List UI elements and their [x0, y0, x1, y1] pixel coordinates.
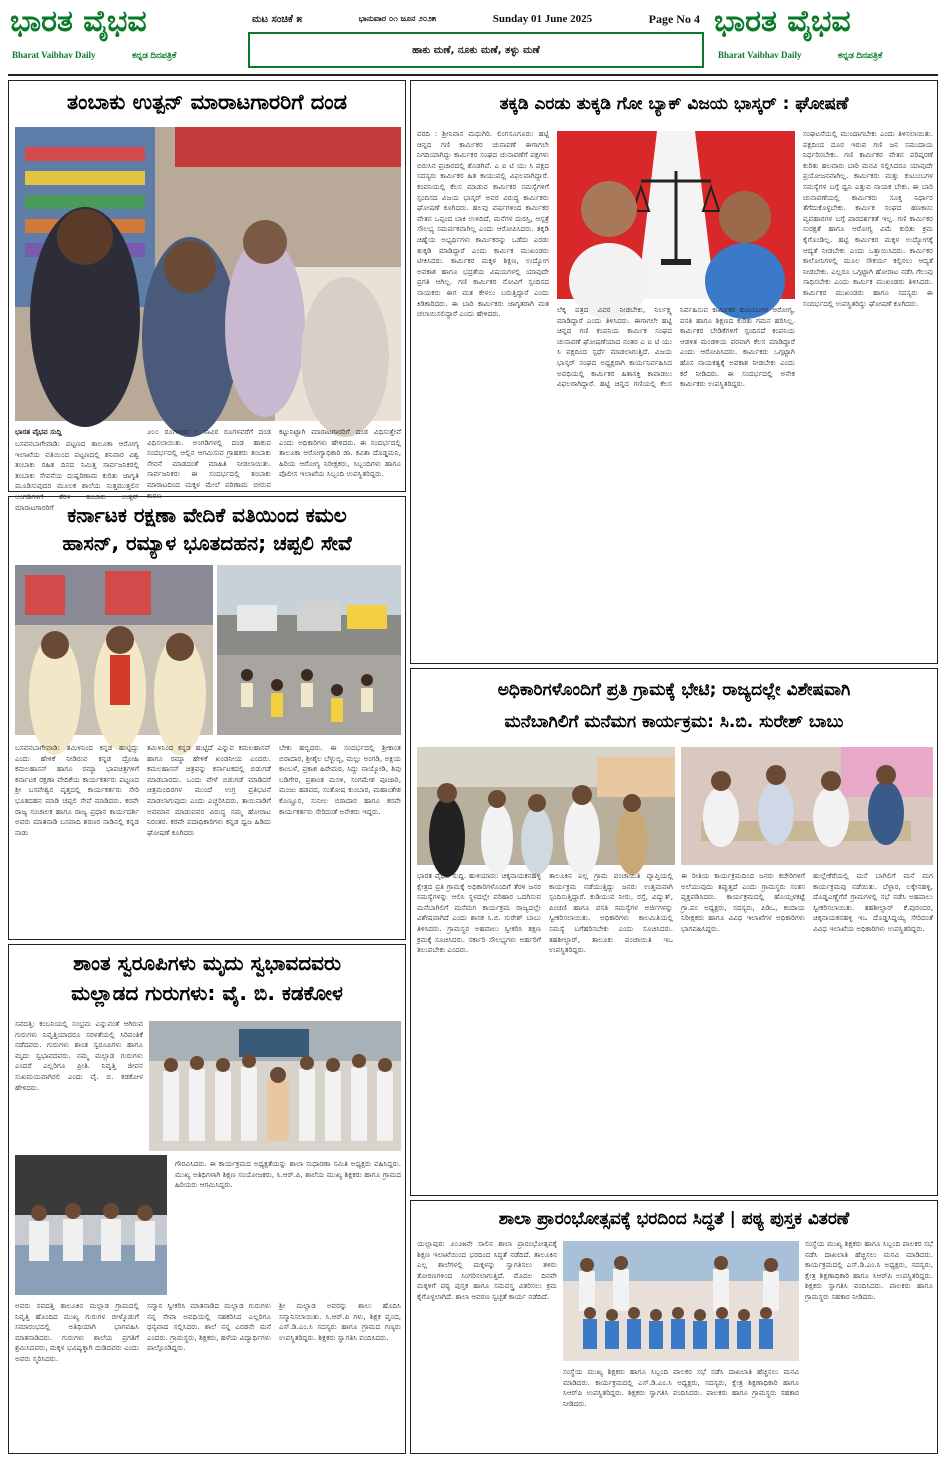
issue-bar	[248, 8, 704, 30]
suresh-col-2: ತಾಲೂಕಿನ ಎಲ್ಲ ಗ್ರಾಮ ಪಂಚಾಯಿತಿ ವ್ಯಾಪ್ತಿಯಲ್ಲಿ ಕಾರ್ಯಕ್ರಮ ನಡೆಯುತ್ತಿದ್ದು ಜನರು ಉತ್ತಮವಾಗಿ ಸ್ಪಂದಿಸುತ್ತಿದ್ದಾರೆ. ಕುಡಿಯುವ ನೀರು, ರಸ್ತೆ, ವಿದ್ಯುತ್, ಪಿಂಚಣಿ ಹಾಗೂ ವಸತಿ ಸಮಸ್ಯೆಗಳ ಅರ್ಜಿಗಳನ್ನು ಸ್ವೀಕರಿಸಲಾಯಿತು. ಅಧಿಕಾರಿಗಳು ಕಾಲಮಿತಿಯಲ್ಲಿ ಸಮಸ್ಯೆ ಬಗೆಹರಿಸಬೇಕು ಎಂದು ಸೂಚಿಸಿದರು. ತಹಶೀಲ್ದಾರ್, ತಾಲೂಕು ಪಂಚಾಯಿತಿ ಇಒ ಉಪಸ್ಥಿತರಿದ್ದರು.	[549, 871, 673, 955]
headline-suresh-1: ಅಧಿಕಾರಿಗಳೊಂದಿಗೆ ಪ್ರತಿ ಗ್ರಾಮಕ್ಕೆ ಭೇಟಿ; ರಾಜ್ಯದಲ್ಲೇ ವಿಶೇಷವಾಗಿ	[497, 680, 851, 700]
tobacco-col-2: ೨೦೦ ರೂಗಳಿಂದ ೧ ಸಾವಿರ ರೂಗಳವರೆಗೆ ದಂಡ ವಿಧಿಸಲಾಯಿತು. ಅಂಗಡಿಗಳಲ್ಲಿ ದಂಡ ಹಾಕುವ ಸಂದರ್ಭದಲ್ಲಿ ಆಲ್ಲಿನ ಆಗಮಿಸುವ ಗ್ರಾಹಕರು ತಂಬಾಕು ಸೇವನೆ ಮಾಡದಂತೆ ಮಾಹಿತಿ ನೀಡಲಾಯಿತು. ಸಾರ್ವಜನಿಕರು ಈ ಸಂದರ್ಭದಲ್ಲಿ ತಂಬಾಕು ಮಾರಾಟದಿಂದ ಮಕ್ಕಳ ಮೇಲೆ ಪರಿಣಾಮ ಬೀರುವ ಕಾರಣ	[147, 427, 271, 500]
headline-gurugalu-2: ಮಲ್ಲಾಡದ ಗುರುಗಳು: ವೈ. ಬಿ. ಕಡಕೋಳ	[71, 981, 343, 1005]
vedike-col-1: ಬಸವನಬಾಗೇವಾಡಿ: ತಮಿಳಿನಿಂದ ಕನ್ನಡ ಹುಟ್ಟಿದ್ದು ಎಂದು ಹೇಳಿಕೆ ನೀಡಿರುವ ಕನ್ನಡ ದ್ರೋಹಿ ಕಮಲಹಾಸನ್ ಹಾಗೂ ರಮ್ಯಾ ಭಾವಚಿತ್ರಗಳಿಗೆ ಕರ್ನಾಟಕ ರಕ್ಷಣಾ ವೇದಿಕೆಯ ಕಾರ್ಯಕರ್ತರು ಪಟ್ಟಣದ ಶ್ರೀ ಬಸವೇಶ್ವರ ವೃತ್ತದಲ್ಲಿ ಕಾರ್ಯಕರ್ತರು ಸೇರಿ ಭೂತದಹನ ಮಾಡಿ ಚಪ್ಪಲಿ ಸೇವೆ ಮಾಡಿದರು. ಕರವೇ ರಾಜ್ಯ ಸಂಚಾಲಕ ಹಾಗೂ ರಾಜ್ಯ ಪ್ರಧಾನ ಕಾರ್ಯದರ್ಶಿ ಅವರು ಮಾತನಾಡಿ ಬಸವಾದಿ ಶರಣರ ನಾಡಿನಲ್ಲಿ ಕನ್ನಡ ನಾಡು	[15, 743, 139, 837]
vedike-col-3: ಬೇಕು ಹಬ್ಬಿದರು. ಈ ಸಂದರ್ಭದಲ್ಲಿ ಶ್ರೀಕಾಂತ ಬಿರಾದಾರ, ಶ್ರೀಶೈಲ ಬೆಳ್ಳುಬ್ಬಿ, ಮಲ್ಲು ಅಂಗಡಿ, ಅಕ್ಷಯ ಕಾಂಬಳೆ, ಪ್ರಕಾಶ ಹಿರೇಮಠ, ಸಿದ್ದು ನಾಯ್ಕೋಡಿ, ಶಿವು ಬಡಿಗೇರ, ಪ್ರಶಾಂತ ಮಸಳಿ, ಸಂಗಮೇಶ ಪೂಜಾರಿ, ಮಂಜು ಹಡಪದ, ಸಂತೋಷ ಕುಂಬಾರ, ಮಹಾಂತೇಶ ಕೊಣ್ಣೂರ, ಸುನೀಲ ಬಿರಾದಾರ ಹಾಗೂ ಕರವೇ ಕಾರ್ಯಕರ್ತರು ಸೇರಿದಂತೆ ಅನೇಕರು ಇದ್ದರು.	[279, 743, 401, 816]
headline-suresh-2: ಮನೆಬಾಗಿಲಿಗೆ ಮನೆಮಗ ಕಾರ್ಯಕ್ರಮ: ಸಿ.ಬಿ. ಸುರೇಶ್ ಬಾಬು	[504, 712, 844, 732]
photo-school-textbooks	[563, 1241, 799, 1361]
photo-takkadi-illustration	[557, 131, 795, 299]
masthead-title-right: ಭಾರತ ವೈಭವ	[714, 4, 851, 39]
headline-vedike-1: ಕರ್ನಾಟಕ ರಕ್ಷಣಾ ವೇದಿಕೆ ವತಿಯಿಂದ ಕಮಲ	[67, 503, 347, 527]
tobacco-col-3: ಕಟ್ಟುನಿಟ್ಟಾಗಿ ಮಾರಾಟಗಾರರಿಗೆ ದಂಡ ವಿಧಿಸುತ್ತೇವೆ ಎಂದು ಅಧಿಕಾರಿಗಳು ಹೇಳಿದರು. ಈ ಸಂದರ್ಭದಲ್ಲಿ ತಾಲೂಕಾ ಆರೋಗ್ಯಾಧಿಕಾರಿ ಡಾ. ಕವಿತಾ ದೊಡ್ಡಮನಿ, ಹಿರಿಯ ಆರೋಗ್ಯ ನಿರೀಕ್ಷಕರು, ಸಿಬ್ಬಂದಿಗಳು ಹಾಗೂ ಪೊಲೀಸ ಇಲಾಖೆಯ ಸಿಬ್ಬಂದಿ ಉಪಸ್ಥಿತರಿದ್ದರು.	[279, 427, 401, 479]
vedike-col-2: ತಮಿಳಿನಿಂದ ಕನ್ನಡ ಹುಟ್ಟಿದೆ ಎನ್ನುವ ಕಮಲಹಾಸನ್ ಹಾಗೂ ರಮ್ಯಾ ಹೇಳಿಕೆ ಖಂಡನೀಯ ಎಂದರು. ಕಮಲಹಾಸನ್ ಚಿತ್ರವನ್ನು ಕರ್ನಾಟಕದಲ್ಲಿ ಬಿಡುಗಡೆ ಮಾಡಬಾರದು. ಒಂದು ವೇಳೆ ಬಿಡುಗಡೆ ಮಾಡಿದರೆ ಚಿತ್ರಮಂದಿರಗಳ ಮುಂದೆ ಉಗ್ರ ಪ್ರತಿಭಟನೆ ಮಾಡಲಾಗುವುದು ಎಂದು ಎಚ್ಚರಿಸಿದರು. ತಾಯಿನಾಡಿಗೆ ಅವಮಾನ ಮಾಡುವವರ ವಿರುದ್ಧ ನಮ್ಮ ಹೋರಾಟ ನಿರಂತರ. ಕರವೇ ಪದಾಧಿಕಾರಿಗಳು ಕನ್ನಡ ಧ್ವಜ ಹಿಡಿದು ಘೋಷಣೆ ಕೂಗಿದರು	[147, 743, 271, 837]
photo-tobacco-raid	[15, 127, 401, 421]
masthead-left	[8, 4, 240, 70]
takkadi-col-3: ಸಂಘಟನೆಯಲ್ಲಿ ಮುಂದಾಗಬೇಕು ಎಂದು ತಿಳಿಸಲಾಯಿತು. ಪಕ್ಷದಿಂದ ದೂರ ಇರುವ ಗಣಿ ಜನ ಸಮುದಾಯ ನಿರ್ಧರಿಸಬೇಕು. ಗಣಿ ಕಾರ್ಮಿಕರ ವೇತನ ಪರಿಷ್ಕರಣೆ ಕುರಿತು ಹಲವಾರು ಬಾರಿ ಮನವಿ ಸಲ್ಲಿಸಿದರೂ ಯಾವುದೇ ಪ್ರಯೋಜನವಾಗಿಲ್ಲ. ಕಾರ್ಮಿಕರು ಮತ್ತು ಕುಟುಂಬಗಳ ಸಮಸ್ಯೆಗಳ ಬಗ್ಗೆ ಧ್ವನಿ ಎತ್ತುವ ನಾಯಕ ಬೇಕು. ಈ ಬಾರಿ ಚುನಾವಣೆಯಲ್ಲಿ ಕಾರ್ಮಿಕರು ಸೂಕ್ತ ನಿರ್ಧಾರ ತೆಗೆದುಕೊಳ್ಳಬೇಕು. ಕಾರ್ಮಿಕ ಸಂಘದ ಹಣಕಾಸು ವ್ಯವಹಾರಗಳ ಬಗ್ಗೆ ಪಾರದರ್ಶಕತೆ ಇಲ್ಲ. ಗಣಿ ಕಾರ್ಮಿಕರ ಸುರಕ್ಷತೆ ಹಾಗೂ ಆರೋಗ್ಯ ವಿಮೆ ಕುರಿತು ಕ್ರಮ ಕೈಗೊಂಡಿಲ್ಲ. ಹಟ್ಟಿ ಕಾರ್ಮಿಕರ ಮಕ್ಕಳ ಉದ್ಯೋಗಕ್ಕೆ ಆದ್ಯತೆ ನೀಡಬೇಕು ಎಂದು ಒತ್ತಾಯಿಸಿದರು. ಕಾರ್ಮಿಕರ ಕಾಲೋನಿಗಳಲ್ಲಿ ಮೂಲ ಸೌಕರ್ಯ ಕಲ್ಪಿಸಲು ಆದ್ಯತೆ ನೀಡಬೇಕು. ಎಲ್ಲರೂ ಒಗ್ಗಟ್ಟಾಗಿ ಹೋರಾಟ ನಡೆಸಿ ಗೆಲುವು ಸಾಧಿಸಬೇಕು ಎಂದು ಕಾರ್ಮಿಕ ಮುಖಂಡರು ತಿಳಿಸಿದರು. ಕಾರ್ಮಿಕರ ಮುಖಂಡರು ಹಾಗೂ ಸದಸ್ಯರು ಈ ಸಂದರ್ಭದಲ್ಲಿ ಉಪಸ್ಥಿತರಿದ್ದು ಘೋಷಣೆ ಕೂಗಿದರು.	[803, 129, 933, 308]
photo-gurugalu-illustration-2	[15, 1155, 167, 1295]
dateline-tobacco: ಭಾರತ ವೈಭವ ಸುದ್ದಿ	[15, 427, 62, 436]
masthead-sub-en: Bharat Vaibhav Daily	[12, 50, 96, 60]
suresh-col-1: ಭಾರತ ವೈಭವ ಸುದ್ದಿ. ಹುಳಿಯಾರು: ಚಿಕ್ಕನಾಯಕನಹಳ್ಳಿ ಕ್ಷೇತ್ರದ ಪ್ರತಿ ಗ್ರಾಮಕ್ಕೆ ಅಧಿಕಾರಿಗಳೊಂದಿಗೆ ತೆರಳಿ ಜನರ ಸಮಸ್ಯೆಗಳನ್ನು ಆಲಿಸಿ ಸ್ಥಳದಲ್ಲೇ ಪರಿಹಾರ ಒದಗಿಸುವ ಮನೆಬಾಗಿಲಿಗೆ ಮನೆಮಗ ಕಾರ್ಯಕ್ರಮ ರಾಜ್ಯದಲ್ಲೇ ವಿಶೇಷವಾಗಿದೆ ಎಂದು ಶಾಸಕ ಸಿ.ಬಿ. ಸುರೇಶ್ ಬಾಬು ತಿಳಿಸಿದರು. ಗ್ರಾಮಸ್ಥರ ಅಹವಾಲು ಸ್ವೀಕರಿಸಿ ತಕ್ಷಣ ಕ್ರಮಕ್ಕೆ ಸೂಚಿಸಿದರು. ಸರ್ಕಾರಿ ಸೌಲಭ್ಯಗಳು ಅರ್ಹರಿಗೆ ತಲುಪಬೇಕು ಎಂದರು.	[417, 871, 541, 955]
photo-gurugalu-group	[149, 1021, 401, 1151]
photo-suresh-meeting	[681, 747, 933, 865]
takkadi-col-1: ವರದಿ : ಶ್ರೀನಿವಾಸ ಮಧುಗಿರಿ. ಲಿಂಗಸೂಗೂರು: ಹಟ್ಟಿ ಚಿನ್ನದ ಗಣಿ ಕಾರ್ಮಿಕರ ಚುನಾವಣೆ ಈಗಾಗಲೇ ನಿಗದಿಯಾಗಿದ್ದು ಕಾರ್ಮಿಕರ ಸಂಘದ ಚುನಾವಣೆಗೆ ಪಕ್ಷಗಳು ಬಿರುಸಿನ ಪ್ರಚಾರದಲ್ಲಿ ತೊಡಗಿವೆ. ಎ ಐ ಟಿ ಯು ಸಿ ಪಕ್ಷದ ಸದಸ್ಯರು ಕಾರ್ಮಿಕರ ಹಿತ ಕಾಯುವಲ್ಲಿ ವಿಫಲವಾಗಿದ್ದಾರೆ. ಕಂಪನಿಯಲ್ಲಿ ಕೆಲಸ ಮಾಡುವ ಕಾರ್ಮಿಕರ ಸಮಸ್ಯೆಗಳಿಗೆ ಸ್ಪಂದಿಸದ ವಿಜಯ ಭಾಸ್ಕರ್ ಅವರ ವಿರುದ್ಧ ಕಾರ್ಮಿಕರು ಘೋಷಣೆ ಕೂಗಿದರು. ಹಲವು ವರ್ಷಗಳಿಂದ ಕಾರ್ಮಿಕರ ವೇತನ ಒಪ್ಪಂದ ಬಾಕಿ ಉಳಿದಿದೆ, ಮನೆಗಳ ದುರಸ್ತಿ, ಆಸ್ಪತ್ರೆ ಸೌಲಭ್ಯ ಸಮರ್ಪಕವಾಗಿಲ್ಲ ಎಂದು ಆರೋಪಿಸಿದರು. ತಕ್ಕಡಿ ಚಿಹ್ನೆಯ ಅಭ್ಯರ್ಥಿಗಳು ಕಾರ್ಮಿಕರನ್ನು ಒಡೆದು ಎರಡು ತುಕ್ಕಡಿ ಮಾಡಿದ್ದಾರೆ ಎಂದು ಕಾರ್ಮಿಕ ಮುಖಂಡರು ಟೀಕಿಸಿದರು. ಕಾರ್ಮಿಕರ ಮಕ್ಕಳ ಶಿಕ್ಷಣ, ಉದ್ಯೋಗ ಅವಕಾಶ ಹಾಗೂ ಭದ್ರತೆಯ ವಿಷಯಗಳಲ್ಲಿ ಯಾವುದೇ ಪ್ರಗತಿ ಆಗಿಲ್ಲ. ಗಣಿ ಕಾರ್ಮಿಕರ ನೋವಿಗೆ ಸ್ಪಂದಿಸದ ನಾಯಕರು ಈಗ ಮತ ಕೇಳಲು ಬರುತ್ತಿದ್ದಾರೆ ಎಂದು ಕಿಡಿಕಾರಿದರು. ಈ ಬಾರಿ ಕಾರ್ಮಿಕರು ಜಾಗೃತರಾಗಿ ಮತ ಚಲಾಯಿಸಲಿದ್ದಾರೆ ಎಂದು ಹೇಳಿದರು.	[417, 129, 549, 319]
school-col-2: ಸಂಸ್ಥೆಯ ಮುಖ್ಯ ಶಿಕ್ಷಕರು ಹಾಗೂ ಸಿಬ್ಬಂದಿ ಪಾಲಕರ ಸಭೆ ನಡೆಸಿ ದಾಖಲಾತಿ ಹೆಚ್ಚಿಸಲು ಮನವಿ ಮಾಡಿದರು. ಕಾರ್ಯಕ್ರಮದಲ್ಲಿ ಎಸ್.ಡಿ.ಎಂ.ಸಿ ಅಧ್ಯಕ್ಷರು, ಸದಸ್ಯರು, ಕ್ಷೇತ್ರ ಶಿಕ್ಷಣಾಧಿಕಾರಿ ಹಾಗೂ ಸಿಆರ್‌ಪಿ ಉಪಸ್ಥಿತರಿದ್ದರು. ಶಿಕ್ಷಕರು ಸ್ವಾಗತಿಸಿ ವಂದಿಸಿದರು. ಪಾಲಕರು ಹಾಗೂ ಗ್ರಾಮಸ್ಥರು ಸಹಕಾರ ನೀಡಿದರು.	[563, 1367, 799, 1408]
masthead-right	[710, 4, 942, 70]
gurugalu-col-3: ಶ್ರೀ ಮಲ್ಲಾಡ ಅವರನ್ನು ಶಾಲು ಹೊದಿಸಿ ಸನ್ಮಾನಿಸಲಾಯಿತು. ಸಿ.ಆರ್.ಪಿ ಗಳು, ಶಿಕ್ಷಕ ವೃಂದ, ಎಸ್.ಡಿ.ಎಂ.ಸಿ ಸದಸ್ಯರು ಹಾಗೂ ಗ್ರಾಮದ ಗಣ್ಯರು ಉಪಸ್ಥಿತರಿದ್ದರು. ಶಿಕ್ಷಕರು ಸ್ವಾಗತಿಸಿ ವಂದಿಸಿದರು.	[279, 1301, 401, 1342]
photo-gurugalu-stage	[15, 1155, 167, 1295]
photo-suresh-illustration-1	[417, 747, 675, 865]
suresh-col-3: ಈ ರೀತಿಯ ಕಾರ್ಯಕ್ರಮದಿಂದ ಜನರು ಕಚೇರಿಗಳಿಗೆ ಅಲೆಯುವುದು ತಪ್ಪುತ್ತದೆ ಎಂದು ಗ್ರಾಮಸ್ಥರು ಸಂತಸ ವ್ಯಕ್ತಪಡಿಸಿದರು. ಕಾರ್ಯಕ್ರಮದಲ್ಲಿ ಹೊಯ್ಸಳಕಟ್ಟೆ ಗ್ರಾ.ಪಂ ಅಧ್ಯಕ್ಷರು, ಸದಸ್ಯರು, ಪಿಡಿಒ, ಕಂದಾಯ ನಿರೀಕ್ಷಕರು ಹಾಗೂ ವಿವಿಧ ಇಲಾಖೆಗಳ ಅಧಿಕಾರಿಗಳು ಭಾಗವಹಿಸಿದ್ದರು.	[681, 871, 805, 933]
article-gurugalu	[8, 944, 406, 1454]
article-suresh	[410, 668, 938, 1196]
photo-school-illustration	[563, 1241, 799, 1361]
photo-vedike-procession	[217, 565, 401, 735]
article-takkadi	[410, 80, 938, 664]
article-vedike	[8, 496, 406, 940]
issue-number: ಮಟ ಸಂಚಿಕೆ ೫	[252, 13, 302, 25]
date-kannada: ಭಾನುವಾರ ೦೧ ಜೂನ ೨೦೨೫	[358, 14, 437, 23]
suresh-col-4: ಹುಲ್ಲೇಕೆರೆಯಲ್ಲಿ ಮನೆ ಬಾಗಿಲಿಗೆ ಮನೆ ಮಗ ಕಾರ್ಯಕ್ರಮವು ನಡೆಯಿತು. ಬೆಳ್ಳಾರ, ಲಕ್ಕೇನಹಳ್ಳಿ, ದೊಡ್ಡಎಣ್ಣೆಗೆರೆ ಗ್ರಾಮಗಳಲ್ಲಿ ಸಭೆ ನಡೆಸಿ ಅಹವಾಲು ಸ್ವೀಕರಿಸಲಾಯಿತು. ತಹಶೀಲ್ದಾರ್ ಕೆ.ಪುರಂದರ, ಚಿಕ್ಕನಾಯಕನಹಳ್ಳಿ ಇಒ ದೊಡ್ಡಸಿದ್ದಯ್ಯ ಸೇರಿದಂತೆ ವಿವಿಧ ಇಲಾಖೆಯ ಅಧಿಕಾರಿಗಳು ಉಪಸ್ಥಿತರಿದ್ದರು.	[813, 871, 933, 933]
gurugalu-col-1: ಅವರು ಸವದತ್ತಿ ತಾಲೂಕಿನ ಮಲ್ಲಾಡ ಗ್ರಾಮದಲ್ಲಿ ನಿವೃತ್ತಿ ಹೊಂದಿದ ಮುಖ್ಯ ಗುರುಗಳ ಬೀಳ್ಕೊಡುಗೆ ಸಮಾರಂಭದಲ್ಲಿ ಅತಿಥಿಯಾಗಿ ಭಾಗವಹಿಸಿ ಮಾತನಾಡಿದರು. ಗುರುಗಳು ಶಾಲೆಯ ಪ್ರಗತಿಗೆ ಶ್ರಮಿಸಿದವರು, ಮಕ್ಕಳ ಭವಿಷ್ಯಕ್ಕಾಗಿ ದುಡಿದವರು ಎಂದು ಅವರು ಸ್ಮರಿಸಿದರು.	[15, 1301, 139, 1363]
gurugalu-intro: ಸವದತ್ತಿ: ಕಂಬನಿಯಲ್ಲಿ ಸಂಭ್ರಮ ಎನ್ನುವಂತೆ ಆಗಿರುವ ಗುರುಗಳು ನಿವೃತ್ತಿಯಾದರೂ ಸರಳತೆಯಲ್ಲಿ ಸಿರಿವಂತಿಕೆ ನಡೆದವರು. ಗುರುಗಳು ಶಾಂತ ಸ್ವರೂಪಿಗಳು ಹಾಗೂ ಮೃದು ಸ್ವಭಾವದವರು. ನಮ್ಮ ಮಲ್ಲಾಡ ಗುರುಗಳು ಎಂದರೆ ಎಲ್ಲರಿಗೂ ಪ್ರೀತಿ. ನಿವೃತ್ತಿ ಜೀವನ ಸುಖಮಯವಾಗಿರಲಿ ಎಂದು ವೈ. ಬಿ. ಕಡಕೋಳ ಹೇಳಿದರು.	[15, 1019, 143, 1092]
gurugalu-col-2: ಸನ್ಮಾನ ಸ್ವೀಕರಿಸಿ ಮಾತನಾಡಿದ ಮಲ್ಲಾಡ ಗುರುಗಳು ನನ್ನ ಸೇವಾ ಅವಧಿಯಲ್ಲಿ ಸಹಕರಿಸಿದ ಎಲ್ಲರಿಗೂ ಧನ್ಯವಾದ ಸಲ್ಲಿಸಿದರು. ಶಾಲೆ ನನ್ನ ಎರಡನೇ ಮನೆ ಎಂದರು. ಗ್ರಾಮಸ್ಥರು, ಶಿಕ್ಷಕರು, ಹಳೆಯ ವಿದ್ಯಾರ್ಥಿಗಳು ಪಾಲ್ಗೊಂಡಿದ್ದರು.	[147, 1301, 271, 1353]
masthead-sub-kn-right: ಕನ್ನಡ ದಿನಪತ್ರಿಕೆ	[838, 50, 883, 60]
article-school	[410, 1200, 938, 1454]
masthead-title: ಭಾರತ ವೈಭವ	[10, 4, 147, 39]
takkadi-col-2: ಲೆಕ್ಕ ಪತ್ರದ ವಿವರ ನೀಡಬೇಕು, ನಿರ್ಲಕ್ಷ್ಯ ಮಾಡಿದ್ದಾರೆ ಎಂದು ತಿಳಿಸಿದರು. ಈಗಾಗಲೇ ಹಟ್ಟಿ ಚಿನ್ನದ ಗಣಿ ಕಂಪನಿಯ ಕಾರ್ಮಿಕ ಸಂಘದ ಚುನಾವಣೆ ಘೋಷಣೆಯಾದ ನಂತರ ಎ ಐ ಟಿ ಯು ಸಿ ಪಕ್ಷದಿಂದ ಸ್ಪರ್ಧೆ ಮಾಡಲಾಗುತ್ತಿದೆ. ವಿಜಯ ಭಾಸ್ಕರ್ ಸಂಘದ ಅಧ್ಯಕ್ಷರಾಗಿ ಕಾರ್ಯನಿರ್ವಹಿಸಿದ ಅವಧಿಯಲ್ಲಿ ಕಾರ್ಮಿಕರ ಹಿತಾಸಕ್ತಿ ಕಾಪಾಡಲು ವಿಫಲರಾಗಿದ್ದಾರೆ. ಹಟ್ಟಿ ಚಿನ್ನದ ಗಣಿಯಲ್ಲಿ ಕೆಲಸ ನಿರ್ವಹಿಸುವ ಕಾರ್ಮಿಕರ ಕುಟುಂಬಗಳ ಆರೋಗ್ಯ, ವಸತಿ ಹಾಗೂ ಶಿಕ್ಷಣದ ಕುರಿತು ಗಮನ ಹರಿಸಿಲ್ಲ. ಕಾರ್ಮಿಕರ ಬೇಡಿಕೆಗಳಿಗೆ ಸ್ಪಂದಿಸದೆ ಕಂಪನಿಯ ಆಡಳಿತ ಮಂಡಳಿಯ ಪರವಾಗಿ ಕೆಲಸ ಮಾಡಿದ್ದಾರೆ ಎಂದು ಆರೋಪಿಸಿದರು. ಕಾರ್ಮಿಕರು ಒಗ್ಗಟ್ಟಾಗಿ ಹೊಸ ನಾಯಕತ್ವಕ್ಕೆ ಅವಕಾಶ ನೀಡಬೇಕು ಎಂದು ಕರೆ ನೀಡಿದರು. ಈ ಸಂದರ್ಭದಲ್ಲಿ ಅನೇಕ ಕಾರ್ಮಿಕರು ಉಪಸ್ಥಿತರಿದ್ದರು.	[557, 305, 795, 389]
masthead-sub-kn: ಕನ್ನಡ ದಿನಪತ್ರಿಕೆ	[132, 50, 177, 60]
headline-school: ಶಾಲಾ ಪ್ರಾರಂಭೋತ್ಸವಕ್ಕೆ ಭರದಿಂದ ಸಿದ್ಧತೆ | ಪಠ್ಯ ಪುಸ್ತಕ ವಿತರಣೆ	[498, 1209, 850, 1229]
article-tobacco	[8, 80, 406, 512]
photo-vedike-illustration-1	[15, 565, 213, 735]
masthead-sub-en-right: Bharat Vaibhav Daily	[718, 50, 802, 60]
school-col-1: ಯಲ್ಲಾಪುರ: ೨೦೨೫ನೇ ಸಾಲಿನ ಶಾಲಾ ಪ್ರಾರಂಭೋತ್ಸವಕ್ಕೆ ಶಿಕ್ಷಣ ಇಲಾಖೆಯಿಂದ ಭರದಿಂದ ಸಿದ್ಧತೆ ನಡೆದಿದೆ. ತಾಲೂಕಿನ ಎಲ್ಲ ಶಾಲೆಗಳಲ್ಲಿ ಮಕ್ಕಳನ್ನು ಸ್ವಾಗತಿಸಲು ತಳಿರು ತೋರಣಗಳಿಂದ ಸಿಂಗರಿಸಲಾಗುತ್ತಿದೆ. ಮೊದಲ ದಿನವೇ ಮಕ್ಕಳಿಗೆ ಪಠ್ಯ ಪುಸ್ತಕ ಹಾಗೂ ಸಮವಸ್ತ್ರ ವಿತರಿಸಲು ಕ್ರಮ ಕೈಗೊಳ್ಳಲಾಗಿದೆ. ಶಾಲಾ ಆವರಣ ಸ್ವಚ್ಛತೆ ಕಾರ್ಯ ನಡೆದಿದೆ.	[417, 1239, 557, 1301]
photo-suresh-illustration-2	[681, 747, 933, 865]
photo-gurugalu-illustration-1	[149, 1021, 401, 1151]
headline-tobacco: ತಂಬಾಕು ಉತ್ಪನ್ ಮಾರಾಟಗಾರರಿಗೆ ದಂಡ	[67, 90, 347, 114]
headline-takkadi: ತಕ್ಕಡಿ ಎರಡು ತುಕ್ಕಡಿ ಗೋ ಬ್ಯಾಕ್ ವಿಜಯ ಭಾಸ್ಕರ್ : ಘೋಷಣೆ	[499, 94, 849, 114]
tagline-box	[248, 32, 704, 68]
photo-vedike-illustration-2	[217, 565, 401, 735]
photo-vedike-protest-1	[15, 565, 213, 735]
photo-suresh-village-walk	[417, 747, 675, 865]
headline-gurugalu-1: ಶಾಂತ ಸ್ವರೂಪಿಗಳು ಮೃದು ಸ್ವಭಾವದವರು	[73, 951, 341, 975]
tobacco-col-1: ಬಸವನಬಾಗೇವಾಡಿ: ಪಟ್ಟಣದ ತಾಲೂಕಾ ಆರೋಗ್ಯ ಇಲಾಖೆಯ ವತಿಯಿಂದ ಪಟ್ಟಣದಲ್ಲಿ ಶನಿವಾರ ವಿಶ್ವ ತಂಬಾಕು ರಹಿತ ದಿನದ ನಿಮಿತ್ತ ಸಾರ್ವಜನಿಕರಲ್ಲಿ ತಂಬಾಕು ಸೇವನೆಯ ದುಷ್ಪರಿಣಾಮ ಕುರಿತು ಜಾಗೃತಿ ಮೂಡಿಸುವುದರ ಮೂಲಕ ಶಾಲೆಯ ಸುತ್ತಮುತ್ತಲಿನ ಅಂಗಡಿಗಳಿಗೆ ತೆರಳಿ ತಂಬಾಕು ಉತ್ಪನ್ ಮಾರಾಟಗಾರರಿಗೆ	[15, 439, 139, 512]
page-number: Page No 4	[648, 11, 700, 26]
photo-takkadi-leaders	[557, 131, 795, 299]
gurugalu-mid: ಗೌರವಿಸಿದರು. ಈ ಕಾರ್ಯಕ್ರಮದ ಅಧ್ಯಕ್ಷತೆಯನ್ನು ಶಾಲಾ ಸುಧಾರಣಾ ಸಮಿತಿ ಅಧ್ಯಕ್ಷರು ವಹಿಸಿದ್ದರು. ಮುಖ್ಯ ಅತಿಥಿಗಳಾಗಿ ಶಿಕ್ಷಣ ಸಂಯೋಜಕರು, ಸಿ.ಆರ್.ಪಿ, ಶಾಲೆಯ ಮುಖ್ಯ ಶಿಕ್ಷಕರು ಹಾಗೂ ಗ್ರಾಮದ ಹಿರಿಯರು ಆಗಮಿಸಿದ್ದರು.	[175, 1159, 401, 1190]
masthead-rule	[8, 74, 938, 76]
photo-tobacco-illustration	[15, 127, 401, 421]
school-col-3: ಸಂಸ್ಥೆಯ ಮುಖ್ಯ ಶಿಕ್ಷಕರು ಹಾಗೂ ಸಿಬ್ಬಂದಿ ಪಾಲಕರ ಸಭೆ ನಡೆಸಿ ದಾಖಲಾತಿ ಹೆಚ್ಚಿಸಲು ಮನವಿ ಮಾಡಿದರು. ಕಾರ್ಯಕ್ರಮದಲ್ಲಿ ಎಸ್.ಡಿ.ಎಂ.ಸಿ ಅಧ್ಯಕ್ಷರು, ಸದಸ್ಯರು, ಕ್ಷೇತ್ರ ಶಿಕ್ಷಣಾಧಿಕಾರಿ ಹಾಗೂ ಸಿಆರ್‌ಪಿ ಉಪಸ್ಥಿತರಿದ್ದರು. ಶಿಕ್ಷಕರು ಸ್ವಾಗತಿಸಿ ವಂದಿಸಿದರು. ಪಾಲಕರು ಹಾಗೂ ಗ್ರಾಮಸ್ಥರು ಸಹಕಾರ ನೀಡಿದರು.	[805, 1239, 933, 1301]
tagline: ಹಾಕು ಮಣೆ, ನೂಕು ಮಣೆ, ತಳ್ಳು ಮಣೆ	[412, 44, 540, 56]
date-english: Sunday 01 June 2025	[492, 13, 593, 25]
headline-vedike-2: ಹಾಸನ್, ರಮ್ಯಾಳ ಭೂತದಹನ; ಚಪ್ಪಲಿ ಸೇವೆ	[62, 531, 352, 555]
